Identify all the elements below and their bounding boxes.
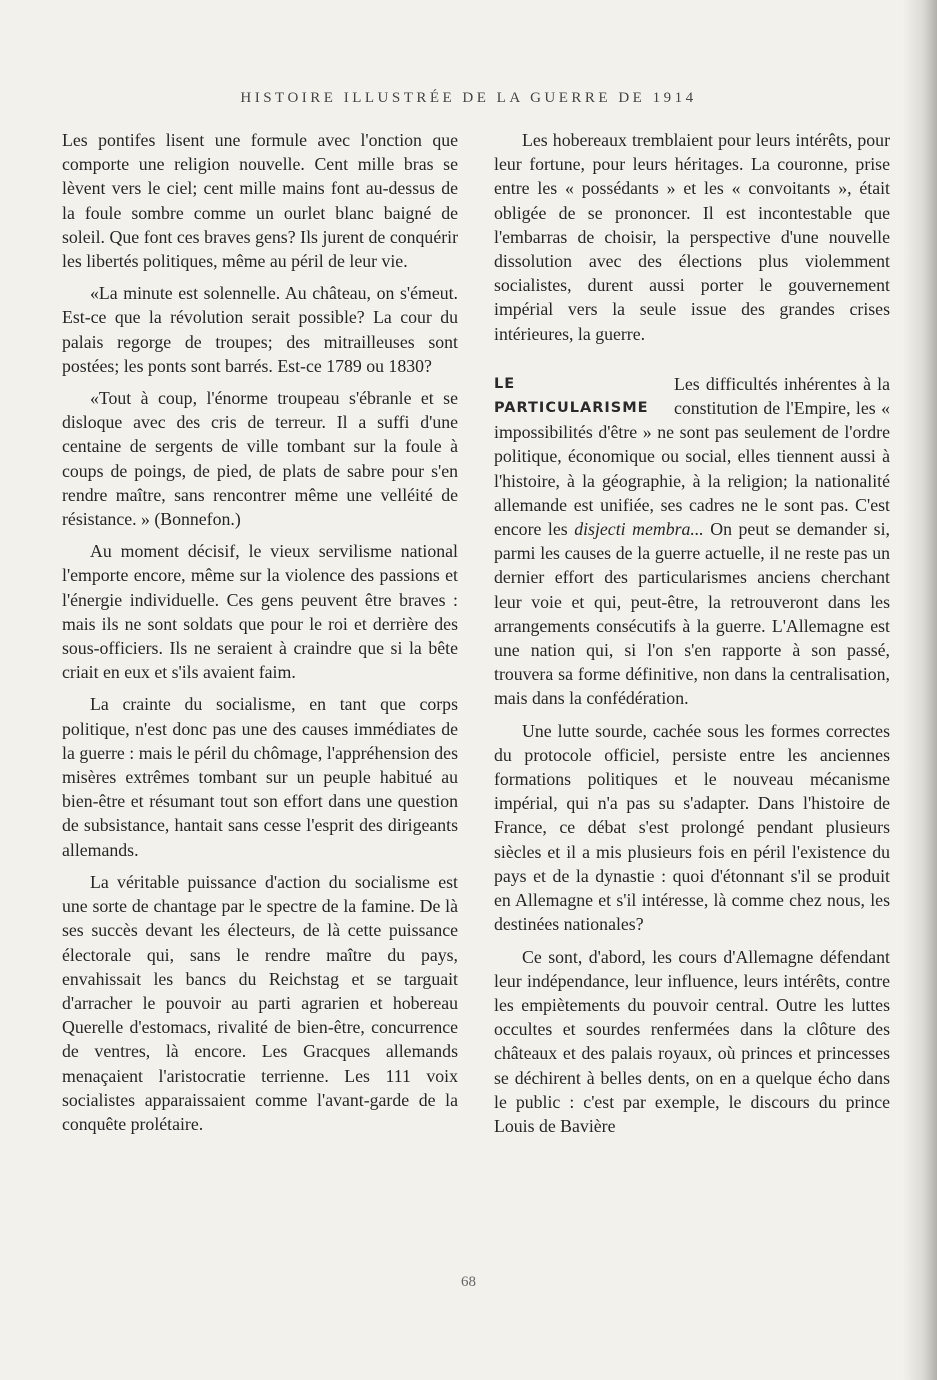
page-edge-shadow	[903, 0, 937, 1380]
paragraph: Les hobereaux tremblaient pour leurs intérêts, pour leur fortune, pour leurs héritages. La couronne, prise entre les « possédants » et les « convoitants », était obligée de se prononcer. Il est incontestable que l'embarras de choisir, la perspective d'une nouvelle dissolution avec des élections plus violemment socialistes, durent aussi porter le gouvernement impérial vers la seule issue des grandes crises intérieures, la guerre.	[494, 130, 890, 344]
paragraph: «La minute est solennelle. Au château, on s'émeut. Est-ce que la révolution serait possible? La cour du palais regorge de troupes; des mitrailleuses sont postées; les ponts sont barrés. Est-ce 1789 ou 1830?	[62, 283, 458, 376]
paragraph: Les pontifes lisent une formule avec l'onction que comporte une religion nouvelle. Cent mille bras se lèvent vers le ciel; cent mille mains font au-dessus de la foule sombre comme un ourlet blanc baigné de soleil. Que font ces braves gens? Ils jurent de conquérir les libertés politiques, même au péril de leur vie.	[62, 130, 458, 272]
latin-phrase: disjecti membra...	[574, 519, 704, 540]
paragraph: «Tout à coup, l'énorme troupeau s'ébranle et se disloque avec des cris de terreur. Il a suffi d'une centaine de sergents de ville tombant sur la foule à coups de poings, de pied, de plats de sabre pour s'en rendre maître, sans rencontrer même une velléité de résistance. » (Bonnefon.)	[62, 388, 458, 530]
paragraph: Une lutte sourde, cachée sous les formes correctes du protocole officiel, persiste entre les anciennes formations politiques et le nouveau mécanisme impérial, qui n'a pas su s'adapter. Dans l'histoire de France, ce débat s'est prolongé pendant plusieurs siècles et il a mis plusieurs fois en péril l'existence du pays et de la dynastie : quoi d'étonnant s'il se produit en Allemagne et s'il intéresse, là comme chez nous, les destinées nationales?	[494, 720, 890, 935]
right-column	[494, 128, 890, 1146]
paragraph: Ce sont, d'abord, les cours d'Allemagne défendant leur indépendance, leur influence, leurs intérêts, contre les empiètements du pouvoir central. Outre les luttes occultes et sourdes renfermées dans la clôture des châteaux et des palais royaux, où princes et princesses se déchirent à belles dents, on en a quelque écho dans le public : c'est par exemple, le discours du prince Louis de Bavière	[494, 946, 890, 1136]
left-column	[62, 128, 458, 1144]
text-run: Les difficultés inhérentes à la constitution de l'Empire, les « impossibilités d'être » ne sont pas seulement de l'ordre politique, économique ou social, elles tiennent aussi à l'histoire, à la géographie, à la religion; la nationalité allemande est unifiée, ses cadres ne le sont pas. C'est encore les	[494, 373, 890, 540]
section-heading-line: LE	[494, 375, 516, 392]
running-title: HISTOIRE ILLUSTRÉE DE LA GUERRE DE 1914	[240, 90, 697, 106]
paragraph: Au moment décisif, le vieux servilisme national l'emporte encore, même sur la violence des passions et l'énergie individuelle. Ces gens peuvent être braves : mais ils ne sont soldats que pour le roi et derrière des sous-officiers. Ils ne seraient à craindre que si la bête criait en eux et s'ils avaient faim.	[62, 541, 458, 683]
paragraph: La véritable puissance d'action du socialisme est une sorte de chantage par le spectre de la famine. De là ses succès devant les électeurs, de là cette puissance électorale qui, sans le rendre maître du pays, envahissait les bancs du Reichstag et se targuait d'arracher le pouvoir au parti agrarien et hobereau Querelle d'estomacs, rivalité de bien-être, concurrence de ventres, là encore. Les Gracques allemands menaçaient l'aristocratie terrienne. Les 111 voix socialistes apparaissaient comme l'avant-garde de la conquête prolétaire.	[62, 871, 458, 1134]
section-block	[494, 372, 890, 711]
page-number: 68	[461, 1274, 476, 1290]
paragraph: La crainte du socialisme, en tant que corps politique, n'est donc pas une des causes immédiates de la guerre : mais le péril du chômage, l'appréhension des misères extrêmes tombant sur un peuple habitué au bien-être et résumant tout son effort dans une question de subsistance, hantait sans cesse l'esprit des dirigeants allemands.	[62, 694, 458, 860]
section-heading-line: PARTICULARISME	[494, 400, 649, 417]
section-heading	[494, 372, 674, 420]
text-run: On peut se demander si, parmi les causes de la guerre actuelle, il ne reste pas un dernier effort des particularismes anciens cherchant leur voie et qui, peut-être, la retrouveront dans les arrangements consécutifs à la guerre. L'Allemagne est une nation qui, si l'on s'en rapporte à son passé, trouvera sa forme définitive, non dans la centralisation, mais dans la confédération.	[494, 519, 890, 709]
paragraph	[494, 372, 890, 711]
